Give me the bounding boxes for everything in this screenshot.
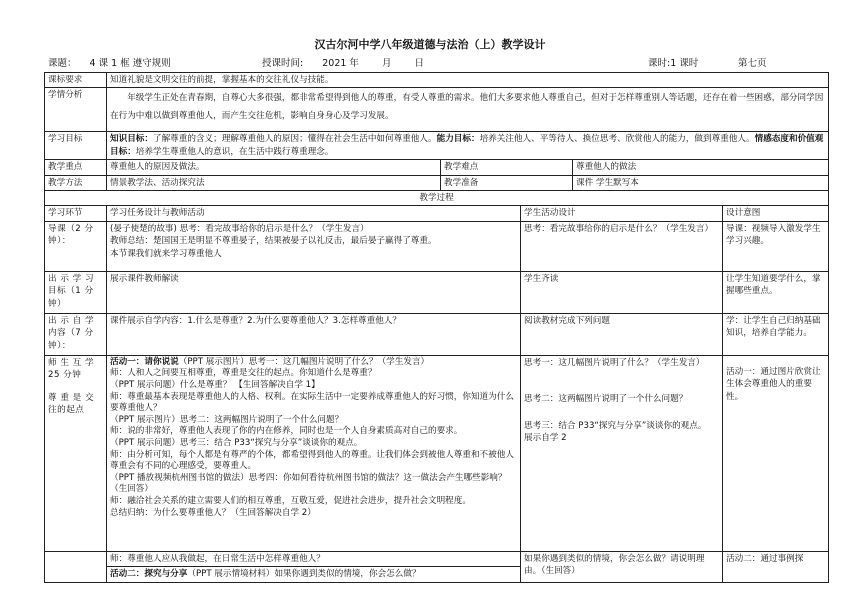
prep-label: 教学准备 — [441, 175, 573, 190]
interaction-stage-time: 师 生 互 学25 分钟 — [48, 357, 95, 381]
method-text: 情景教学法、活动探究法 — [107, 175, 441, 190]
table-row — [45, 551, 829, 566]
activity2-title: 活动二：探究与分享 — [110, 569, 188, 580]
table-row — [45, 313, 829, 355]
col-header-student: 学生活动设计 — [521, 206, 723, 221]
intro-teacher-line: 本节课我们就来学习尊重他人 — [110, 248, 222, 259]
activity1-line: 师：尊重最基本表现是尊重他人的人格、权利。在实际生活中一定要养成尊重他人的好习惯，你知道为什么要尊重他人？ — [110, 391, 514, 414]
goal-knowledge-text: 了解尊重的含义；理解尊重他人的原因；懂得在社会生活中如何尊重他人。 — [152, 134, 437, 145]
activity1-line: 师：融洽社会关系的建立需要人们的相互尊重，互敬互爱，促进社会进步，提升社会文明程度。 — [110, 495, 471, 506]
activity1-line: 师：由分析可知，每个人都是有尊严的个体，都希望得到他人的尊重。让我们体会到被他人尊重和不被他人尊重会有不同的心理感受，要尊重人。 — [110, 449, 514, 472]
activity1-line: （PPT 展示图片）思考二：这两幅图片说明了一个什么问题？ — [110, 414, 344, 425]
intro-student: 思考：看完故事给你的启示是什么？（学生发言） — [521, 221, 723, 271]
table-row — [45, 132, 829, 160]
intro-stage: 导课（2 分钟）： — [45, 221, 107, 271]
goal-student: 学生齐读 — [521, 271, 723, 313]
table-row — [45, 88, 829, 132]
col-header-stage: 学习环节 — [45, 206, 107, 221]
intro-teacher-line: (晏子使楚的故事) 思考：看完故事给你的启示是什么？（学生发言） — [110, 223, 369, 234]
table-row — [45, 175, 829, 190]
self-stage: 出 示 自 学 内容（7 分钟）： — [45, 313, 107, 355]
lesson-plan-table — [44, 72, 829, 583]
goal-knowledge-title: 知识目标： — [110, 134, 153, 145]
table-row — [45, 271, 829, 313]
goal-intent: 让学生知道要学什么，掌握哪些重点。 — [723, 271, 829, 313]
table-row — [45, 160, 829, 175]
activity1-line: （PPT 展示问题）什么是尊重？ 【生回答解决自学 1】 — [110, 380, 320, 391]
table-row — [45, 355, 829, 551]
goal-teacher: 展示课件教师解读 — [107, 271, 521, 313]
prep-text: 课件 学生默写本 — [573, 175, 829, 190]
activity1-student-line: 思考一：这几幅图片说明了什么？（学生发言） — [524, 357, 705, 368]
key-label: 教学重点 — [45, 160, 107, 175]
date-day: 日 — [414, 58, 425, 69]
activity1-student — [521, 355, 723, 551]
activity1-line: （PPT 播放视频杭州图书馆的做法）思考四：你如何看待杭州图书馆的做法？这一做法会产生哪些影响？（生回答） — [110, 472, 507, 495]
topic-value: 4 课 1 框 遵守规则 — [89, 58, 171, 69]
activity1-intent: 活动一：通过图片欣赏让生体会尊重他人的重要性。 — [723, 355, 829, 551]
goal-emotion-text: 培养学生尊重他人的意识，在生活中践行尊重理念。 — [135, 146, 334, 157]
key-text: 尊重他人的原因及做法。 — [107, 160, 441, 175]
topic-label: 课题： — [48, 58, 77, 69]
diff-label: 教学难点 — [441, 160, 573, 175]
activity1-line: 总结归纳：为什么要尊重他人？（生回答解决自学 2） — [110, 507, 316, 518]
activity1-line: 师：说的非常好，尊重他人表现了你的内在修养，同时也是一个人自身素质高对自己的要求。 — [110, 426, 463, 437]
method-label: 教学方法 — [45, 175, 107, 190]
activity2-intent: 活动二：通过事例探 — [723, 551, 829, 582]
col-header-teacher: 学习任务设计与教师活动 — [107, 206, 521, 221]
self-teacher: 课件展示自学内容：1.什么是尊重？2.为什么要尊重他人？3.怎样尊重他人？ — [107, 313, 521, 355]
analysis-label: 学情分析 — [45, 88, 107, 132]
activity1-student-line: 展示自学 2 — [524, 433, 567, 444]
goal-label: 学习目标 — [45, 132, 107, 160]
table-row — [45, 206, 829, 221]
activity2-student: 如果你遇到类似的情境，你会怎么做？请说明理由。（生回答） — [521, 551, 723, 582]
req-text: 知道礼貌是文明交往的前提，掌握基本的交往礼仪与技能。 — [107, 73, 829, 88]
col-header-intent: 设计意图 — [723, 206, 829, 221]
page-number: 第七页 — [738, 58, 767, 69]
process-heading: 教学过程 — [45, 191, 829, 206]
activity2-stage — [45, 551, 107, 582]
date-label: 授课时间: — [262, 58, 304, 69]
activity2-lead: 师：尊重他人应从我做起，在日常生活中怎样尊重他人？ — [107, 551, 521, 566]
goal-ability-title: 能力目标： — [436, 134, 480, 145]
activity1-student-line: 思考三：结合 P33“探究与分享”谈谈你的观点。 — [524, 420, 707, 431]
goal-ability-text: 培养关注他人、平等待人、换位思考、欣赏他人的能力，做到尊重他人。 — [479, 134, 755, 145]
intro-teacher — [107, 221, 521, 271]
self-intent: 学：让学生自己归纳基础知识，培养自学能力。 — [723, 313, 829, 355]
table-row — [45, 73, 829, 88]
intro-teacher-line: 教师总结：楚国国王是明显不尊重晏子，结果被晏子以礼反击，最后晏子赢得了尊重。 — [110, 236, 437, 247]
activity1-title: 活动一：请你说说 — [110, 356, 179, 367]
goal-text — [107, 132, 829, 160]
activity1-student-line: 思考二：这两幅图片说明了一个什么问题？ — [524, 394, 688, 405]
self-student: 阅读教材完成下列问题 — [521, 313, 723, 355]
diff-text: 尊重他人的做法 — [573, 160, 829, 175]
date-year: 2021 年 — [322, 58, 359, 69]
interaction-stage — [45, 355, 107, 551]
topic-line — [48, 55, 171, 69]
goal-emotion-title: 情感态度和价值观目标： — [110, 134, 824, 157]
intro-intent: 导课：视频导入激发学生学习兴趣。 — [723, 221, 829, 271]
activity1-line: 师：人和人之间要互相尊重，尊重是交往的起点。你知道什么是尊重？ — [110, 368, 377, 379]
hours-value: 课时:1 课时 — [648, 58, 699, 69]
document-title: 汉古尔河中学八年级道德与法治（上）教学设计 — [314, 38, 546, 51]
activity2-teacher: 活动二：探究与分享（PPT 展示情境材料）如果你遇到类似的情境，你会怎么做？ — [107, 567, 521, 582]
req-label: 课标要求 — [45, 73, 107, 88]
activity1-line: （PPT 展示问题）思考三：结合 P33“探究与分享”谈谈你的观点。 — [110, 438, 363, 448]
activity1-line: 活动一：请你说说（PPT 展示图片）思考一：这几幅图片说明了什么？（学生发言） — [110, 356, 430, 367]
date-month: 月 — [381, 58, 392, 69]
analysis-text: 年级学生正处在青春期，自尊心大多很强，都非常希望得到他人的尊重，有受人尊重的需求。他们大多要求他人尊重自己，但对于怎样尊重别人等话题，还存在着一些困惑，部分同学因在行为中难以做到尊重他人，而产生交往危机，影响自身身心及学习发展。 — [107, 88, 829, 132]
table-row — [45, 221, 829, 271]
activity1-teacher — [107, 355, 521, 551]
date-line — [262, 55, 424, 69]
goal-stage: 出 示 学 习 目标（1 分钟） — [45, 271, 107, 313]
interaction-stage-topic: 尊 重 是 交往的起点 — [48, 392, 95, 416]
table-row — [45, 191, 829, 206]
